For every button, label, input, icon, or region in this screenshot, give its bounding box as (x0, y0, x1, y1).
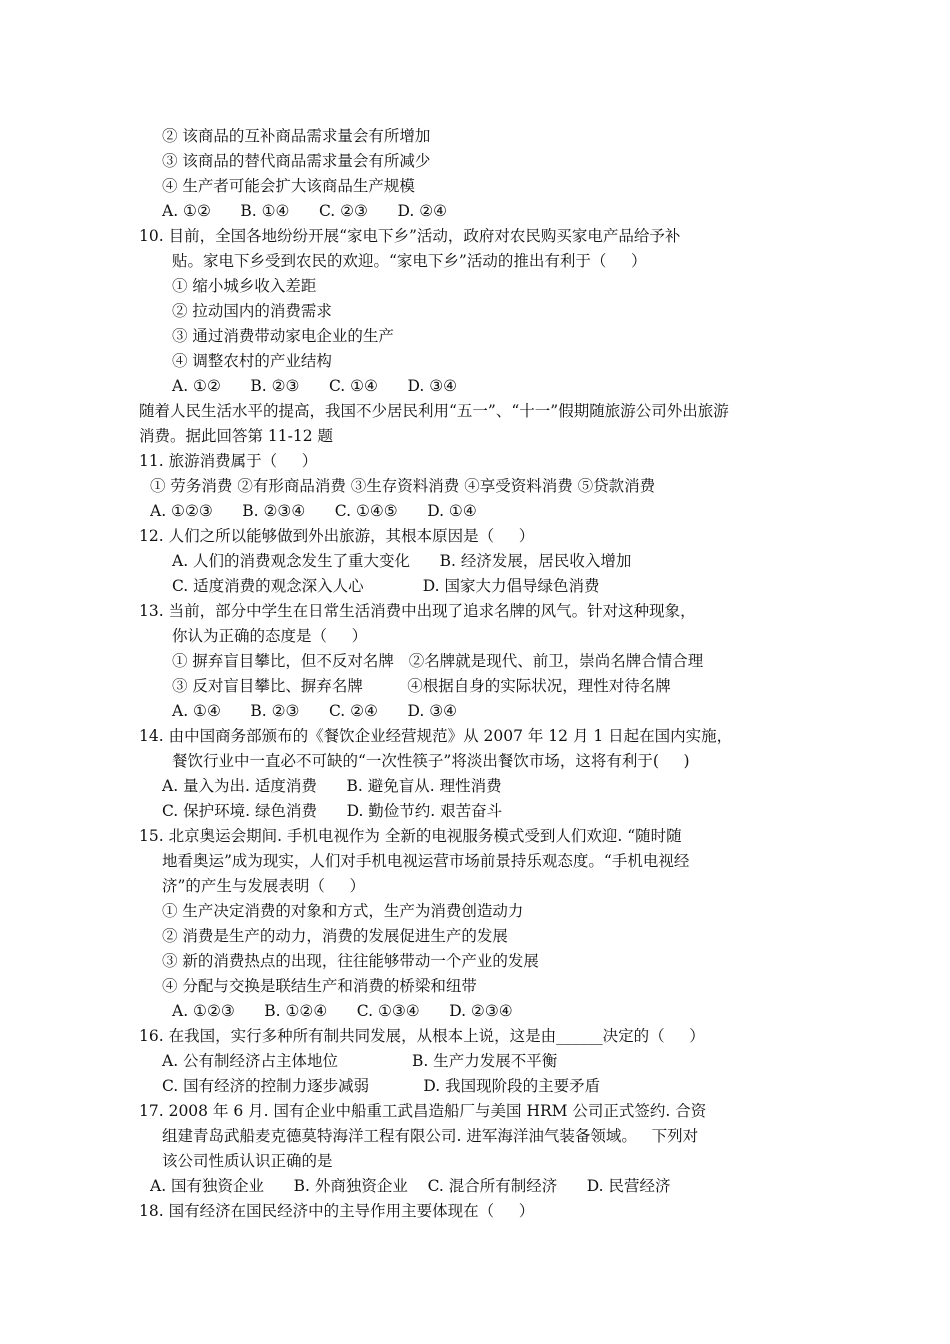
answer-choices: A. 国有独资企业 B. 外商独资企业 C. 混合所有制经济 D. 民营经济 (150, 1177, 671, 1195)
answer-choices: A. 人们的消费观念发生了重大变化 B. 经济发展，居民收入增加 (172, 552, 632, 570)
option-line: ④ 生产者可能会扩大该商品生产规模 (162, 177, 415, 195)
answer-choices: A. ①②③ B. ①②④ C. ①③④ D. ②③④ (172, 1002, 513, 1020)
question-12: 12. 人们之所以能够做到外出旅游，其根本原因是（ ） (139, 527, 535, 545)
question-15-cont: 济”的产生与发展表明（ ） (162, 877, 366, 895)
option-line: ① 摒弃盲目攀比，但不反对名牌 ②名牌就是现代、前卫，崇尚名牌合情合理 (172, 652, 704, 670)
question-17-cont: 组建青岛武船麦克德莫特海洋工程有限公司. 进军海洋油气装备领域。 下列对 (162, 1127, 699, 1145)
question-18: 18. 国有经济在国民经济中的主导作用主要体现在（ ） (139, 1202, 535, 1220)
answer-choices: A. ①②③ B. ②③④ C. ①④⑤ D. ①④ (150, 502, 477, 520)
option-line: ① 生产决定消费的对象和方式，生产为消费创造动力 (162, 902, 524, 920)
question-13-cont: 你认为正确的态度是（ ） (172, 627, 368, 645)
passage-intro-cont: 消费。据此回答第 11-12 题 (139, 427, 334, 445)
answer-choices: A. ①② B. ①④ C. ②③ D. ②④ (162, 202, 448, 220)
question-16: 16. 在我国，实行多种所有制共同发展，从根本上说，这是由______决定的（ ） (139, 1027, 705, 1045)
option-line: ① 缩小城乡收入差距 (172, 277, 317, 295)
question-10: 10. 目前，全国各地纷纷开展“家电下乡”活动，政府对农民购买家电产品给予补 (139, 227, 681, 245)
option-line: ③ 该商品的替代商品需求量会有所减少 (162, 152, 431, 170)
question-14-cont: 餐饮行业中一直必不可缺的“一次性筷子”将淡出餐饮市场，这将有利于( ) (172, 752, 690, 770)
answer-choices: C. 保护环境. 绿色消费 D. 勤俭节约. 艰苦奋斗 (162, 802, 503, 820)
answer-choices: C. 适度消费的观念深入人心 D. 国家大力倡导绿色消费 (172, 577, 600, 595)
question-17: 17. 2008 年 6 月. 国有企业中船重工武昌造船厂与美国 HRM 公司正式签约. 合资 (139, 1102, 707, 1120)
option-line: ② 消费是生产的动力，消费的发展促进生产的发展 (162, 927, 508, 945)
option-line: ③ 反对盲目攀比、摒弃名牌 ④根据自身的实际状况，理性对待名牌 (172, 677, 671, 695)
option-line: ④ 调整农村的产业结构 (172, 352, 332, 370)
question-15-cont: 地看奥运”成为现实，人们对手机电视运营市场前景持乐观态度。“手机电视经 (162, 852, 690, 870)
option-line: ④ 分配与交换是联结生产和消费的桥梁和纽带 (162, 977, 477, 995)
question-15: 15. 北京奥运会期间. 手机电视作为 全新的电视服务模式受到人们欢迎. “随时随 (139, 827, 682, 845)
answer-choices: A. 公有制经济占主体地位 B. 生产力发展不平衡 (162, 1052, 558, 1070)
option-line: ② 该商品的互补商品需求量会有所增加 (162, 127, 431, 145)
answer-choices: A. 量入为出. 适度消费 B. 避免盲从. 理性消费 (162, 777, 502, 795)
passage-intro: 随着人民生活水平的提高，我国不少居民利用“五一”、“十一”假期随旅游公司外出旅游 (139, 402, 729, 420)
option-line: ① 劳务消费 ②有形商品消费 ③生存资料消费 ④享受资料消费 ⑤贷款消费 (150, 477, 656, 495)
option-line: ③ 新的消费热点的出现，往往能够带动一个产业的发展 (162, 952, 539, 970)
question-13: 13. 当前，部分中学生在日常生活消费中出现了追求名牌的风气。针对这种现象， (139, 602, 696, 620)
question-10-cont: 贴。家电下乡受到农民的欢迎。“家电下乡”活动的推出有利于（ ） (172, 252, 647, 270)
question-17-cont: 该公司性质认识正确的是 (162, 1152, 333, 1170)
question-14: 14. 由中国商务部颁布的《餐饮企业经营规范》从 2007 年 12 月 1 日起在国内实施， (139, 727, 733, 745)
option-line: ③ 通过消费带动家电企业的生产 (172, 327, 394, 345)
answer-choices: A. ①② B. ②③ C. ①④ D. ③④ (172, 377, 458, 395)
answer-choices: C. 国有经济的控制力逐步减弱 D. 我国现阶段的主要矛盾 (162, 1077, 601, 1095)
answer-choices: A. ①④ B. ②③ C. ②④ D. ③④ (172, 702, 458, 720)
option-line: ② 拉动国内的消费需求 (172, 302, 332, 320)
question-11: 11. 旅游消费属于（ ） (139, 452, 318, 470)
